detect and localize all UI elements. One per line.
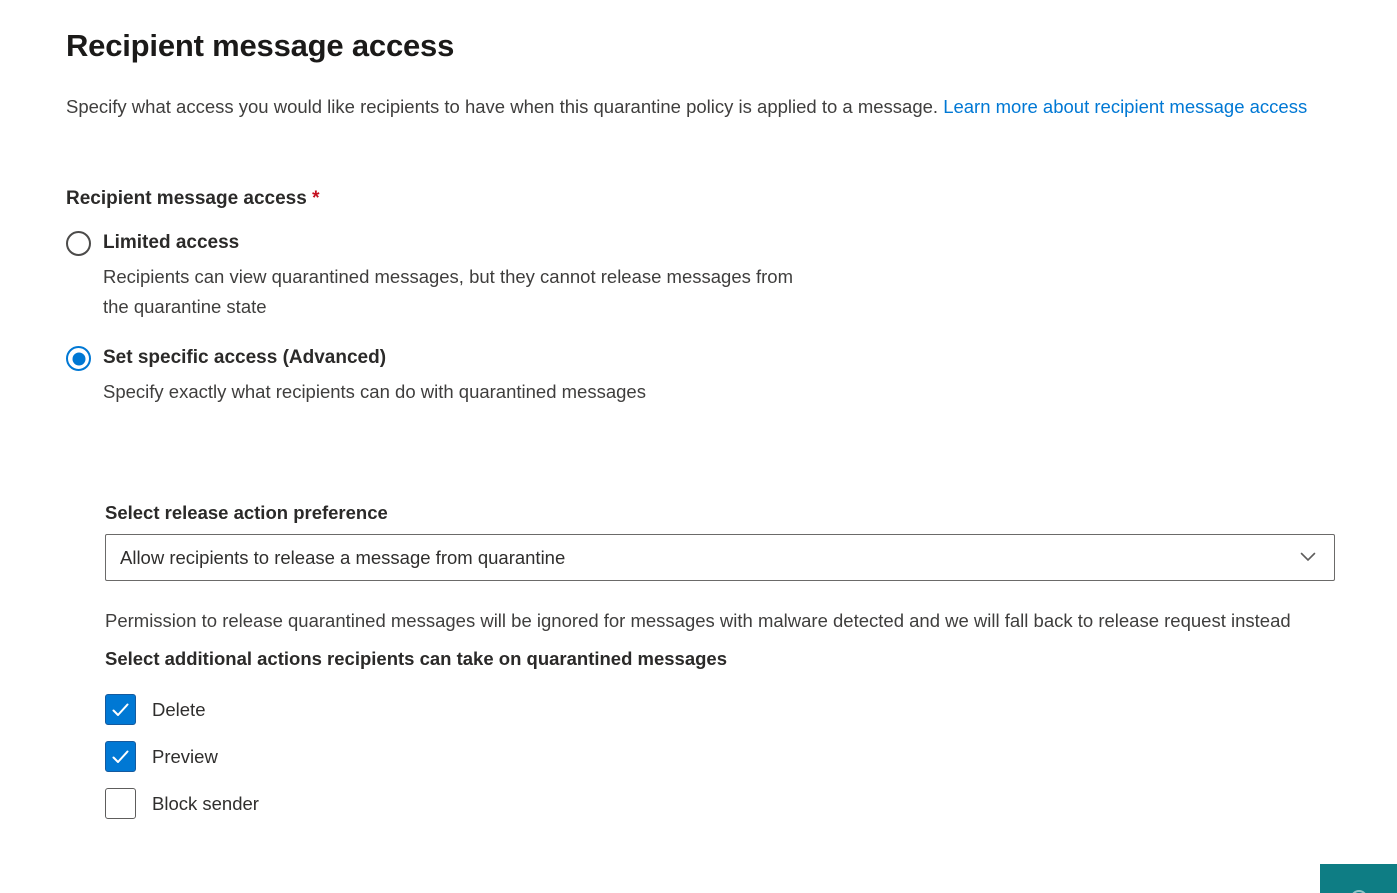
checkbox-delete[interactable] bbox=[105, 694, 136, 725]
radio-limited-access[interactable] bbox=[66, 231, 91, 256]
checkbox-row-delete[interactable] bbox=[105, 694, 1397, 725]
advanced-access-section bbox=[105, 500, 1397, 819]
radio-set-specific-access[interactable] bbox=[66, 346, 91, 371]
release-action-selected-value: Allow recipients to release a message from quarantine bbox=[120, 546, 566, 568]
access-field-label-text: Recipient message access bbox=[66, 188, 307, 209]
radio-set-specific-access-texts bbox=[103, 345, 646, 407]
required-asterisk: * bbox=[312, 188, 320, 209]
release-action-label: Select release action preference bbox=[105, 502, 388, 523]
chevron-down-icon bbox=[1300, 549, 1316, 567]
checkbox-preview-label: Preview bbox=[152, 745, 218, 767]
radio-option-limited-access[interactable] bbox=[66, 230, 1397, 322]
radio-limited-access-description: Recipients can view quarantined messages, but they cannot release messages from the quarantine state bbox=[103, 266, 794, 317]
release-action-dropdown[interactable] bbox=[105, 534, 1335, 581]
checkbox-preview[interactable] bbox=[105, 741, 136, 772]
page-title: Recipient message access bbox=[66, 28, 455, 63]
radio-option-set-specific-access[interactable] bbox=[66, 345, 1397, 407]
radio-limited-access-texts bbox=[103, 230, 823, 322]
radio-set-specific-access-label: Set specific access (Advanced) bbox=[103, 347, 387, 368]
page-description bbox=[66, 92, 1366, 122]
checkbox-block-sender[interactable] bbox=[105, 788, 136, 819]
page-description-text: Specify what access you would like recipients to have when this quarantine policy is applied to a message. bbox=[66, 96, 939, 117]
help-button[interactable] bbox=[1320, 864, 1397, 893]
learn-more-link[interactable]: Learn more about recipient message access bbox=[943, 96, 1308, 117]
radio-set-specific-access-description: Specify exactly what recipients can do with quarantined messages bbox=[103, 381, 646, 402]
checkbox-row-preview[interactable] bbox=[105, 741, 1397, 772]
radio-limited-access-label: Limited access bbox=[103, 232, 240, 253]
checkbox-row-block-sender[interactable] bbox=[105, 788, 1397, 819]
access-field-label bbox=[66, 186, 1397, 212]
additional-actions-label: Select additional actions recipients can take on quarantined messages bbox=[105, 648, 728, 669]
release-action-note: Permission to release quarantined messages will be ignored for messages with malware detected and we will fall back to release request instead bbox=[105, 610, 1291, 631]
check-icon bbox=[112, 703, 129, 717]
checkbox-delete-label: Delete bbox=[152, 698, 206, 720]
check-icon bbox=[112, 750, 129, 764]
checkbox-block-sender-label: Block sender bbox=[152, 792, 259, 814]
